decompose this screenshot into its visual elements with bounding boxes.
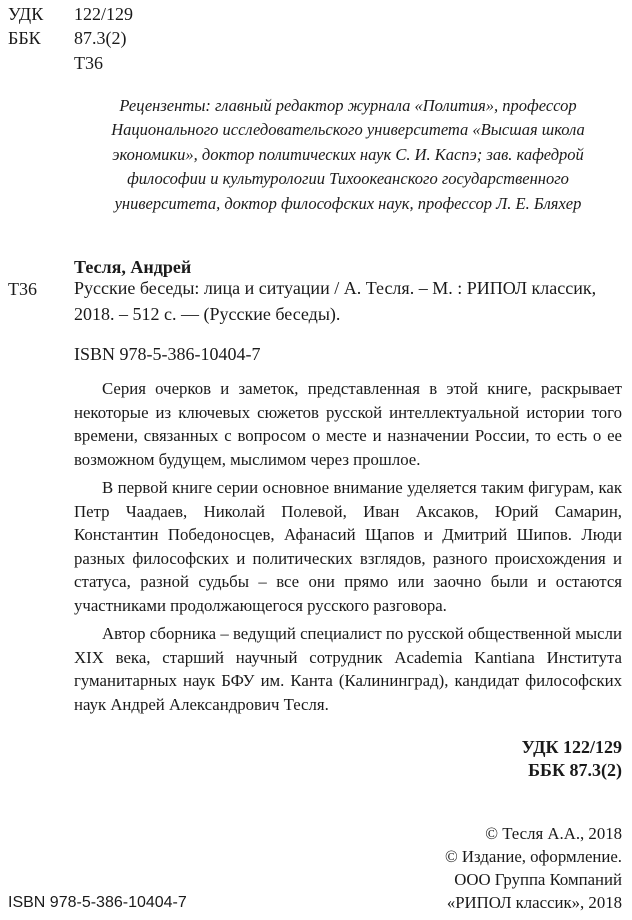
bottom-classification (522, 736, 622, 782)
annotation-paragraph: Серия очерков и заметок, представленная в этой книге, раскрывает некоторые из ключевых сюжетов русской интеллектуальной истории того времени, связанных с вопросом о месте и назначении России, то есть о ее возможном будущем, мыслимом через прошлое. (74, 379, 622, 469)
annotation-paragraph: Автор сборника – ведущий специалист по русской общественной мысли XIX века, старший научный сотрудник Academia Kantiana Института гуманитарных наук БФУ им. Канта (Калининград), кандидат философских наук Андрей Александрович Тесля. (74, 624, 622, 714)
annotation (74, 377, 622, 716)
udk-line (8, 3, 133, 25)
bbk-value: 87.3(2) (74, 28, 127, 48)
cutter-code: Т36 (74, 53, 103, 73)
author-name: Тесля, Андрей (74, 257, 192, 277)
bbk-label: ББК (8, 28, 41, 48)
bottom-udk: УДК 122/129 (521, 737, 622, 757)
bottom-bbk: ББК 87.3(2) (528, 760, 622, 780)
copyright-line: ООО Группа Компаний (454, 870, 622, 889)
udk-value: 122/129 (74, 4, 134, 24)
record-cutter: Т36 (8, 279, 37, 299)
annotation-paragraph: В первой книге серии основное внимание уделяется таким фигурам, как Петр Чаадаев, Николай Полевой, Иван Аксаков, Юрий Самарин, Константин Победоносцев, Афанасий Щапов и Дмитрий Шипов. Люди разных философских и политических взглядов, разного происхождения и статуса, разной судьбы – все они прямо или заочно были и остаются участниками продолжающегося русского разговора. (74, 478, 622, 615)
isbn-main: ISBN 978-5-386-10404-7 (74, 344, 261, 364)
copyright-block (384, 822, 622, 914)
bbk-line (8, 27, 127, 49)
title-description: Русские беседы: лица и ситуации / А. Тесля. – М. : РИПОЛ классик, 2018. – 512 с. — (Русские беседы). (74, 278, 597, 324)
copyright-line: «РИПОЛ классик», 2018 (446, 893, 622, 912)
isbn-bottom: ISBN 978-5-386-10404-7 (8, 894, 187, 911)
udk-label: УДК (8, 4, 44, 24)
copyright-line: © Издание, оформление. (444, 847, 622, 866)
copyright-line: © Тесля А.А., 2018 (485, 824, 622, 843)
reviewers-text: Рецензенты: главный редактор журнала «Полития», профессор Национального исследовательского университета «Высшая школа экономики», доктор политических наук С. И. Каспэ; зав. кафедрой философии и культурологии Тихоокеанского государственного университета, доктор философских наук, профессор Л. Е. Бляхер (111, 96, 585, 213)
